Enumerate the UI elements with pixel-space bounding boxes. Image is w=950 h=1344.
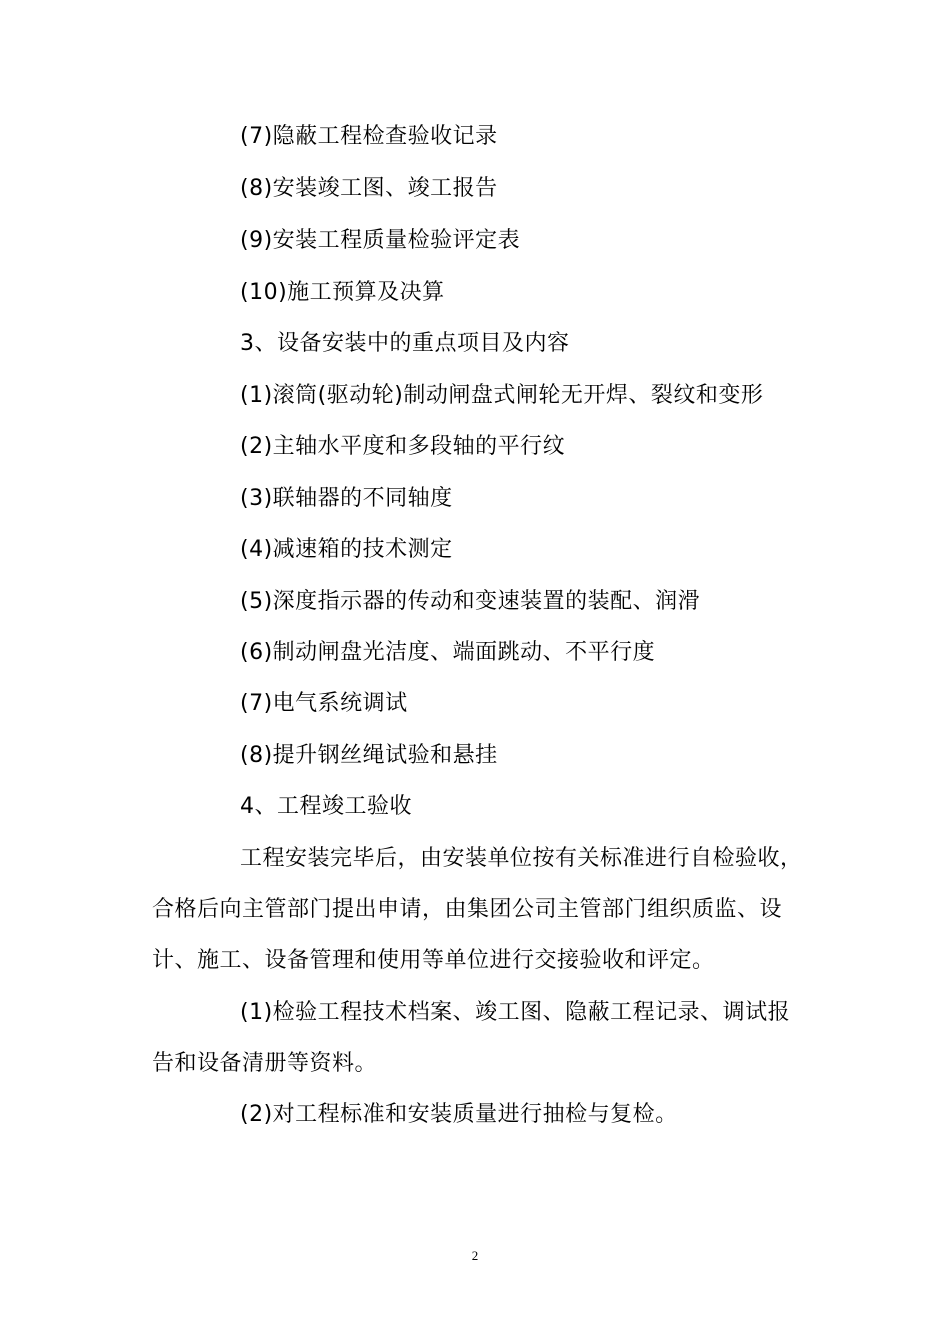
list-item-as-built-drawings: (8)安装竣工图、竣工报告 bbox=[240, 176, 498, 201]
list-item-reducer-test: (4)减速箱的技术测定 bbox=[240, 537, 453, 562]
list-item-archive-inspection: (1)检验工程技术档案、竣工图、隐蔽工程记录、调试报 bbox=[240, 1000, 791, 1025]
page-number: 2 bbox=[471, 1248, 479, 1263]
list-item-depth-indicator: (5)深度指示器的传动和变速装置的装配、润滑 bbox=[240, 589, 701, 614]
list-item-wire-rope-test: (8)提升钢丝绳试验和悬挂 bbox=[240, 743, 498, 768]
list-item-main-shaft-level: (2)主轴水平度和多段轴的平行纹 bbox=[240, 434, 566, 459]
list-item-coupling-coaxiality: (3)联轴器的不同轴度 bbox=[240, 486, 453, 511]
list-item-quality-evaluation-table: (9)安装工程质量检验评定表 bbox=[240, 228, 521, 253]
paragraph-line-3: 计、施工、设备管理和使用等单位进行交接验收和评定。 bbox=[152, 948, 715, 973]
list-item-brake-disc-finish: (6)制动闸盘光洁度、端面跳动、不平行度 bbox=[240, 640, 656, 665]
list-item-electrical-commissioning: (7)电气系统调试 bbox=[240, 691, 408, 716]
section-heading-key-items: 3、设备安装中的重点项目及内容 bbox=[240, 331, 570, 356]
list-item-budget-settlement: (10)施工预算及决算 bbox=[240, 280, 445, 305]
paragraph-line-1: 工程安装完毕后，由安装单位按有关标准进行自检验收， bbox=[240, 846, 803, 871]
section-heading-completion-acceptance: 4、工程竣工验收 bbox=[240, 794, 412, 819]
list-item-archive-inspection-cont: 告和设备清册等资料。 bbox=[152, 1051, 378, 1076]
list-item-drum-brake: (1)滚筒(驱动轮)制动闸盘式闸轮无开焊、裂纹和变形 bbox=[240, 383, 764, 408]
list-item-spot-check: (2)对工程标准和安装质量进行抽检与复检。 bbox=[240, 1102, 678, 1127]
paragraph-line-2: 合格后向主管部门提出申请，由集团公司主管部门组织质监、设 bbox=[152, 897, 783, 922]
list-item-hidden-works-record: (7)隐蔽工程检查验收记录 bbox=[240, 124, 498, 149]
